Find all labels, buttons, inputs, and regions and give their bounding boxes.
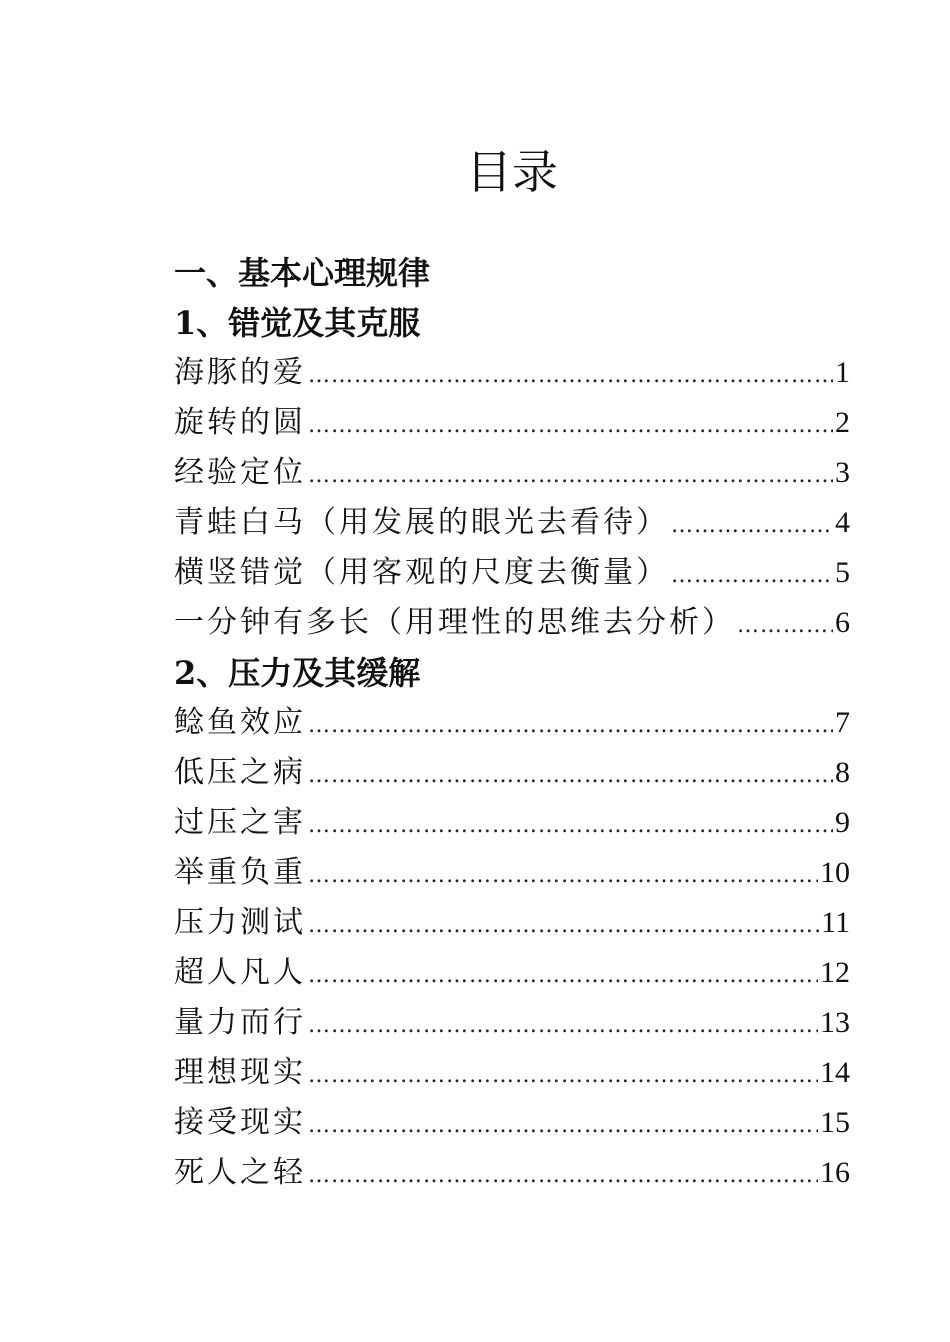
toc-entry-page: 13	[820, 1006, 850, 1039]
toc-entry-page: 6	[835, 606, 850, 639]
dot-leader	[308, 801, 833, 851]
toc-entry[interactable]	[174, 548, 850, 598]
toc-entry-page: 14	[820, 1056, 850, 1089]
dot-leader	[737, 601, 833, 651]
toc-entry-page: 8	[835, 756, 850, 789]
toc-entry-page: 7	[835, 706, 850, 739]
subsection-heading: 2、压力及其缓解	[174, 654, 421, 692]
dot-leader	[671, 501, 833, 551]
dot-leader	[308, 1151, 818, 1201]
toc-entry[interactable]	[174, 748, 850, 798]
toc-entry-label: 一分钟有多长（用理性的思维去分析）	[174, 605, 735, 640]
dot-leader	[308, 751, 833, 801]
toc-entry-label: 超人凡人	[174, 955, 306, 990]
toc-entry[interactable]	[174, 348, 850, 398]
dot-leader	[308, 1001, 818, 1051]
toc-entry[interactable]	[174, 448, 850, 498]
toc-entry[interactable]	[174, 698, 850, 748]
toc-entry-page: 16	[820, 1156, 850, 1189]
toc-entry[interactable]	[174, 1048, 850, 1098]
toc-entry-label: 举重负重	[174, 855, 306, 890]
toc-entry-page: 5	[835, 556, 850, 589]
toc-entry[interactable]	[174, 1098, 850, 1148]
toc-entry-label: 海豚的爱	[174, 355, 306, 390]
dot-leader	[308, 951, 818, 1001]
dot-leader	[308, 901, 819, 951]
toc-entry[interactable]	[174, 848, 850, 898]
toc-entry[interactable]	[174, 898, 850, 948]
toc-entry-page: 3	[835, 456, 850, 489]
toc-entry-page: 11	[821, 906, 850, 939]
toc-entry-page: 12	[820, 956, 850, 989]
toc-entry-page: 1	[835, 356, 850, 389]
toc-entry-label: 经验定位	[174, 455, 306, 490]
toc-entry[interactable]	[174, 798, 850, 848]
toc-entry-label: 青蛙白马（用发展的眼光去看待）	[174, 505, 669, 540]
toc-entry-label: 理想现实	[174, 1055, 306, 1090]
toc-entry[interactable]	[174, 998, 850, 1048]
table-of-contents	[174, 248, 850, 1198]
toc-entry-label: 压力测试	[174, 905, 306, 940]
toc-entry-label: 量力而行	[174, 1005, 306, 1040]
toc-entry-label: 旋转的圆	[174, 405, 306, 440]
toc-entry-label: 接受现实	[174, 1105, 306, 1140]
section-heading: 一、基本心理规律	[174, 254, 431, 292]
page-title: 目录	[466, 145, 558, 199]
toc-entry[interactable]	[174, 948, 850, 998]
toc-entry-label: 死人之轻	[174, 1155, 306, 1190]
toc-entry-page: 9	[835, 806, 850, 839]
toc-entry-label: 横竖错觉（用客观的尺度去衡量）	[174, 555, 669, 590]
toc-entry-page: 15	[820, 1106, 850, 1139]
dot-leader	[308, 351, 833, 401]
toc-entry-label: 过压之害	[174, 805, 306, 840]
toc-entry-page: 10	[820, 856, 850, 889]
dot-leader	[308, 851, 818, 901]
dot-leader	[308, 1101, 818, 1151]
toc-entry-label: 鲶鱼效应	[174, 705, 306, 740]
dot-leader	[308, 701, 833, 751]
dot-leader	[308, 401, 833, 451]
toc-entry[interactable]	[174, 398, 850, 448]
dot-leader	[308, 1051, 818, 1101]
toc-entry-page: 2	[835, 406, 850, 439]
toc-entry[interactable]	[174, 1148, 850, 1198]
subsection-heading: 1、错觉及其克服	[174, 304, 421, 342]
toc-entry-page: 4	[835, 506, 850, 539]
dot-leader	[308, 451, 833, 501]
dot-leader	[671, 551, 833, 601]
toc-entry[interactable]	[174, 598, 850, 648]
toc-entry-label: 低压之病	[174, 755, 306, 790]
toc-entry[interactable]	[174, 498, 850, 548]
